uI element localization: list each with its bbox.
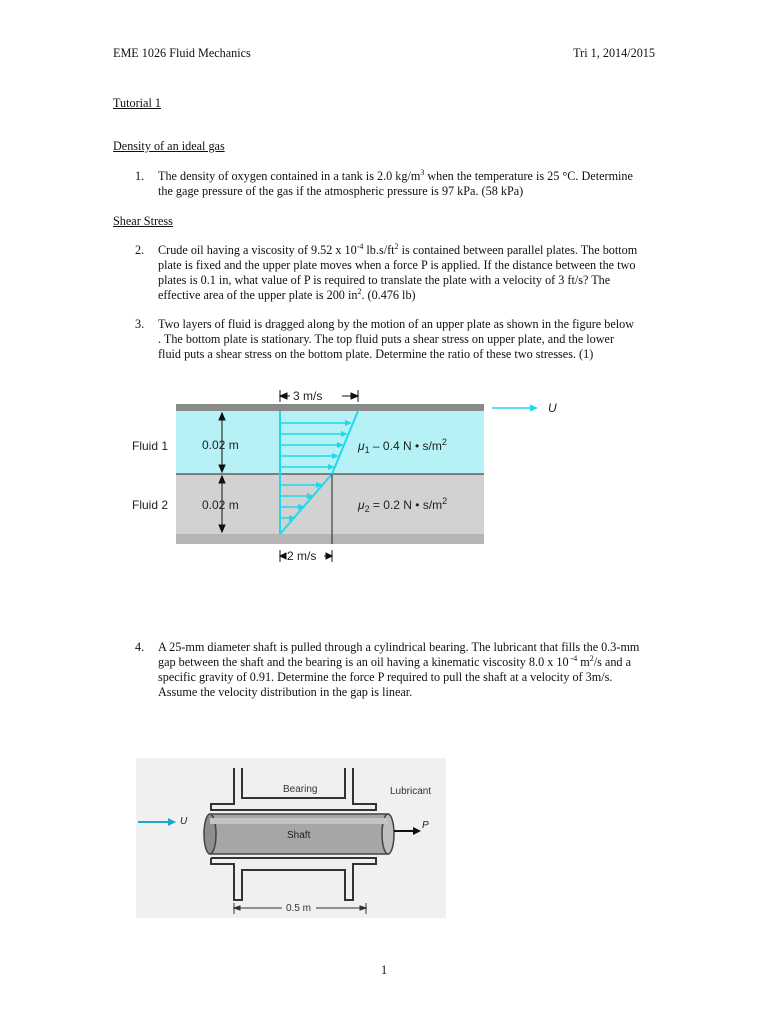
- fluid-1-label: Fluid 1: [132, 439, 169, 453]
- plate-velocity-label: U: [548, 401, 557, 415]
- question-text-line: gap between the shaft and the bearing is an oil having a kinematic viscosity 8.0 x 10 $^{-4}$ $m^2/s$ and a: [158, 653, 631, 669]
- question-text-line: plates is 0.1 in, what value of P is required to translate the plate with a velocity of 3 ft/s? The: [158, 273, 611, 287]
- question-text-line: Crude oil having a viscosity of 9.52 x $10^{-4}$ $lb.s/ft^2$ is contained between parallel plates. The bottom: [158, 241, 638, 257]
- bearing-label: Bearing: [283, 784, 318, 795]
- question-number: 2.: [135, 243, 145, 257]
- question-text-line: . The bottom plate is stationary. The top fluid puts a shear stress on upper plate, and the lower: [158, 332, 615, 346]
- fluid-1-thickness: 0.02 m: [202, 438, 239, 452]
- length-label: 0.5 m: [286, 903, 312, 914]
- plate-velocity-arrow: [492, 405, 538, 412]
- question-number: 4.: [135, 640, 145, 654]
- question-text-line: Two layers of fluid is dragged along by the motion of an upper plate as shown in the figure below: [158, 317, 635, 331]
- bottom-plate: [176, 534, 484, 544]
- force-label: P: [422, 820, 429, 831]
- section-heading-density: Density of an ideal gas: [113, 139, 225, 153]
- upper-plate: [176, 404, 484, 411]
- shaft-label: Shaft: [287, 830, 311, 841]
- page-number: 1: [380, 963, 388, 977]
- top-velocity-label: 3 m/s: [293, 389, 323, 403]
- fluid-2-thickness: 0.02 m: [202, 498, 239, 512]
- question-text-line: plate is fixed and the upper plate moves when a force P is applied. If the distance between the two: [158, 258, 636, 272]
- shaft-bearing-figure: [136, 758, 446, 918]
- two-layer-flow-figure: [120, 382, 560, 572]
- interface-velocity-label: 2 m/s: [287, 549, 317, 563]
- question-text-line: The density of oxygen contained in a tank is 2.0 $kg/m^3$ when the temperature is 25 °C. Determine: [158, 167, 633, 183]
- question-number: 3.: [135, 317, 145, 331]
- question-number: 1.: [135, 169, 145, 183]
- tutorial-title: Tutorial 1: [113, 96, 161, 110]
- course-title: EME 1026 Fluid Mechanics: [113, 46, 251, 60]
- mu1-label: $\mu_1 - 0.4$ N • $s/m^2$: [358, 437, 447, 455]
- section-heading-shear: Shear Stress: [113, 214, 173, 228]
- question-text-line: fluid puts a shear stress on the bottom plate. Determine the ratio of these two stresses. (1): [158, 347, 594, 361]
- velocity-label: U: [180, 816, 188, 827]
- term-label: Tri 1, 2014/2015: [573, 46, 655, 60]
- question-text-line: the gage pressure of the gas if the atmospheric pressure is 97 kPa. (58 kPa): [158, 184, 524, 198]
- question-text-line: effective area of the upper plate is 200 $in^2$. (0.476 lb): [158, 286, 416, 302]
- fluid-2-label: Fluid 2: [132, 498, 169, 512]
- question-text-line: specific gravity of 0.91. Determine the force P required to pull the shaft at a velocity of 3m/s.: [158, 670, 613, 684]
- mu2-label: $\mu_2 = 0.2$ N • $s/m^2$: [358, 496, 448, 514]
- lubricant-label: Lubricant: [390, 786, 432, 797]
- question-text-line: A 25-mm diameter shaft is pulled through a cylindrical bearing. The lubricant that fills the 0.3-mm: [158, 640, 640, 654]
- question-text-line: Assume the velocity distribution in the gap is linear.: [158, 685, 413, 699]
